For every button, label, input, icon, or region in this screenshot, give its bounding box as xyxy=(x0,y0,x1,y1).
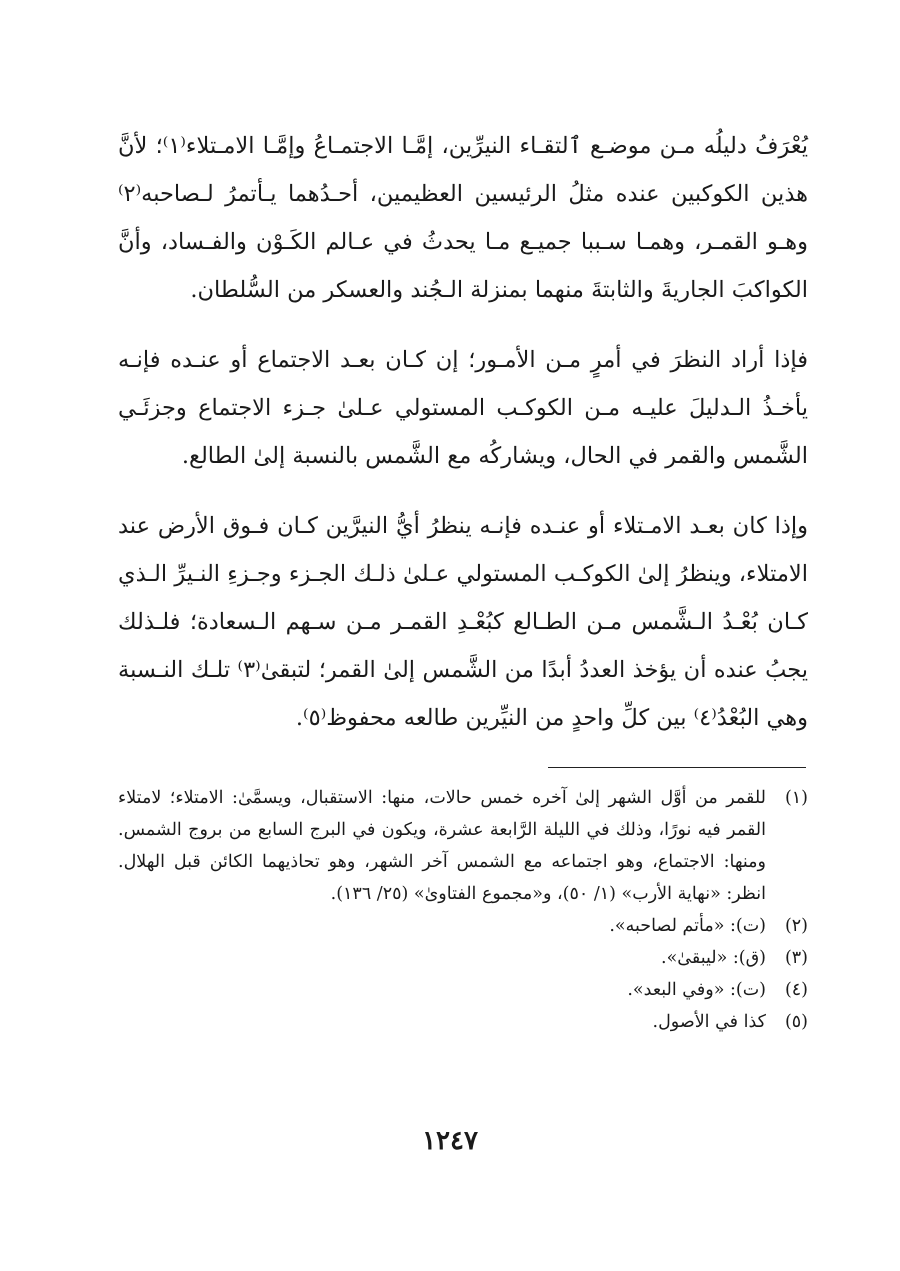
footnote-3 xyxy=(118,942,808,974)
footnote-text: للقمر من أوَّل الشهر إلىٰ آخره خمس حالات، منها: الاستقبال، ويسمَّىٰ: الامتلاء؛ لامتلاء القمر فيه نورًا، وذلك في الليلة الرَّابعة عشرة، ويكون في البرج السابع من بروج الشمس. ومنها: الاجتماع، وهو اجتماعه مع الشمس آخر الشهر، وهو تحاذيهما الكائن قبل الهلال. انظر: «نهاية الأرب» (١/ ٥٠)، و«مجموع الفتاوىٰ» (٢٥/ ١٣٦). xyxy=(118,788,766,904)
footnote-number: (٣) xyxy=(784,948,808,968)
footnote-separator xyxy=(548,767,806,768)
footnote-number: (٢) xyxy=(784,916,808,936)
footnote-1 xyxy=(118,782,808,910)
paragraph-1: يُعْرَفُ دليلُه مـن موضـع ٱلتقـاء النيرِّين، إمَّـا الاجتمـاعُ وإمَّـا الامـتلاء⁽١⁾؛ لأنَّ هذين الكوكبين عنده مثلُ الرئيسين العظيمين، أحـدُهما يـأتمرُ لـصاحبه⁽٢⁾ وهـو القمـر، وهمـا سـببا جميـع مـا يحدثُ في عـالم الكَـوْن والفـساد، وأنَّ الكواكبَ الجاريةَ والثابتةَ منهما بمنزلة الـجُند والعسكر من السُّلطان. xyxy=(118,133,809,303)
paragraph-2: فإذا أراد النظرَ في أمرٍ مـن الأمـور؛ إن كـان بعـد الاجتماع أو عنـده فإنـه يأخـذُ الـدليلَ عليـه مـن الكوكـب المستولي عـلىٰ جـزء الاجتماع وجزئَـي الشَّمس والقمر في الحال، ويشاركُه مع الشَّمس بالنسبة إلىٰ الطالع. xyxy=(118,347,808,469)
footnote-text: كذا في الأصول. xyxy=(652,1012,766,1032)
page-number: ١٢٤٧ xyxy=(422,1126,478,1156)
paragraph-3: وإذا كان بعـد الامـتلاء أو عنـده فإنـه ينظرُ أيُّ النيرَّين كـان فـوق الأرض عند الامتلاء، وينظرُ إلىٰ الكوكـب المستولي عـلىٰ ذلـك الجـزء وجـزءِ النـيرِّ الـذي كـان بُعْـدُ الـشَّمس مـن الطـالع كبُعْـدِ القمـر مـن سـهم الـسعادة؛ فلـذلك يجبُ عنده أن يؤخذ العددُ أبدًا من الشَّمس إلىٰ القمر؛ لتبقىٰ⁽٣⁾ تلـك النـسبة وهي البُعْدُ⁽٤⁾ بين كلِّ واحدٍ من النيِّرين طالعه محفوظ⁽٥⁾. xyxy=(118,513,809,731)
footnote-text: (ق): «ليبقىٰ». xyxy=(661,948,766,968)
footnote-number: (٤) xyxy=(784,980,808,1000)
footnote-5 xyxy=(118,1006,808,1038)
footnote-number: (٥) xyxy=(784,1012,808,1032)
footnote-text: (ت): «وفي البعد». xyxy=(627,980,766,1000)
footnotes xyxy=(118,782,808,1038)
main-text xyxy=(118,122,808,764)
footnote-text: (ت): «مأتم لصاحبه». xyxy=(609,916,766,936)
footnote-number: (١) xyxy=(784,788,808,808)
footnote-4 xyxy=(118,974,808,1006)
footnote-2 xyxy=(118,910,808,942)
